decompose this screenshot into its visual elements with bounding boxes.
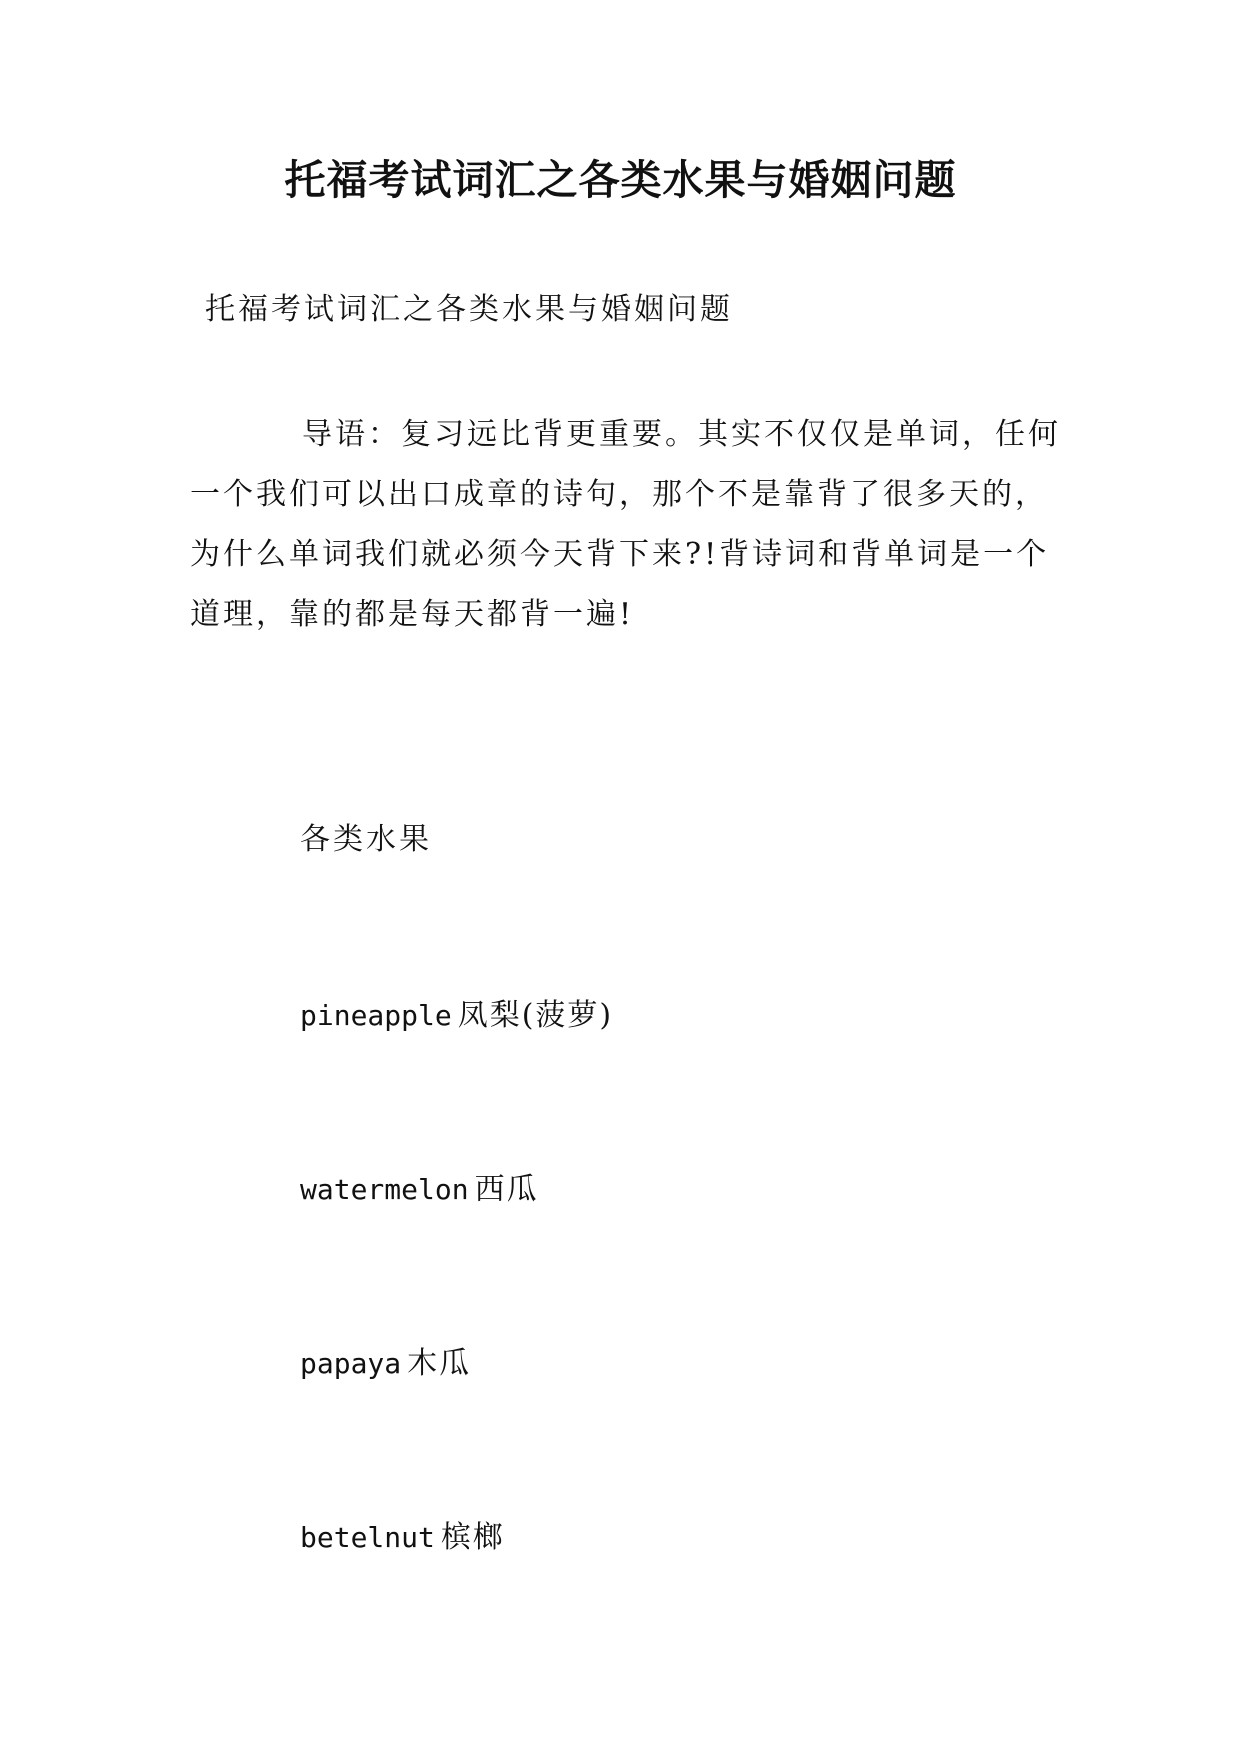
vocab-english: watermelon: [300, 1173, 469, 1206]
section-heading-fruits: 各类水果: [300, 822, 432, 857]
vocab-chinese: 槟榔: [440, 1520, 505, 1555]
vocab-chinese: 西瓜: [474, 1172, 539, 1207]
vocab-english: papaya: [300, 1347, 402, 1380]
vocab-english: pineapple: [300, 999, 452, 1032]
document-title: 托福考试词汇之各类水果与婚姻问题: [284, 156, 957, 204]
vocab-chinese: 木瓜: [407, 1346, 472, 1381]
intro-paragraph: 导语：复习远比背更重要。其实不仅仅是单词，任何一个我们可以出口成章的诗句，那个不是靠背了很多天的，为什么单词我们就必须今天背下来?!背诗词和背单词是一个道理，靠的都是每天都背一遍!: [190, 417, 1061, 632]
document-subtitle: 托福考试词汇之各类水果与婚姻问题: [205, 292, 733, 327]
vocab-entry: [300, 1344, 471, 1384]
vocab-entry: [300, 996, 613, 1036]
vocab-chinese: 凤梨(菠萝): [457, 998, 614, 1033]
vocab-english: betelnut: [300, 1521, 435, 1554]
vocab-entry: [300, 1170, 539, 1210]
vocab-entry: [300, 1518, 505, 1558]
